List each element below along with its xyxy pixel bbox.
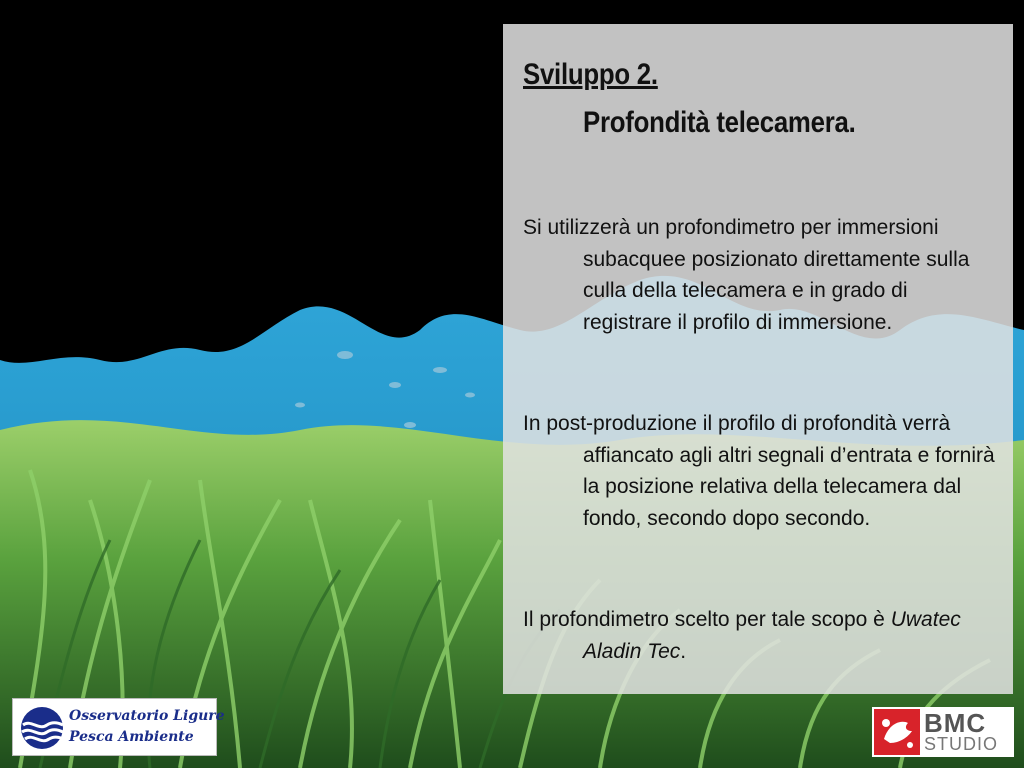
fish-splash-icon: [874, 709, 920, 755]
logo-right-studio: STUDIO: [924, 734, 999, 754]
slide-subtitle: Profondità telecamera.: [583, 106, 856, 139]
text-panel: [503, 24, 1013, 694]
slide-title: Sviluppo 2.: [523, 58, 658, 91]
para3-prefix: Il profondimetro scelto per tale scopo è: [523, 608, 885, 631]
wave-globe-icon: [19, 705, 65, 751]
para3-suffix: .: [680, 639, 687, 663]
paragraph-post-production: In post-produzione il profilo di profondità verrà affiancato agli altri segnali d’entrata e fornirà la posizione relativa della telecamera dal fondo, secondo dopo secondo.: [523, 412, 995, 530]
paragraph-depth-gauge: Si utilizzerà un profondimetro per immersioni subacquee posizionato direttamente sulla culla della telecamera e in grado di registrare il profilo di immersione.: [523, 216, 970, 334]
logo-right-bmc: BMC: [924, 708, 987, 738]
gauge-model-name: Uwatec Aladin Tec: [583, 608, 961, 663]
bmc-studio-logo: [872, 707, 1014, 757]
osservatorio-ligure-logo: [12, 698, 225, 756]
paragraph-chosen-gauge: [523, 604, 1001, 667]
logo-left-line2: Pesca Ambiente: [69, 729, 194, 745]
logo-left-line1: Osservatorio Ligure: [69, 708, 225, 724]
